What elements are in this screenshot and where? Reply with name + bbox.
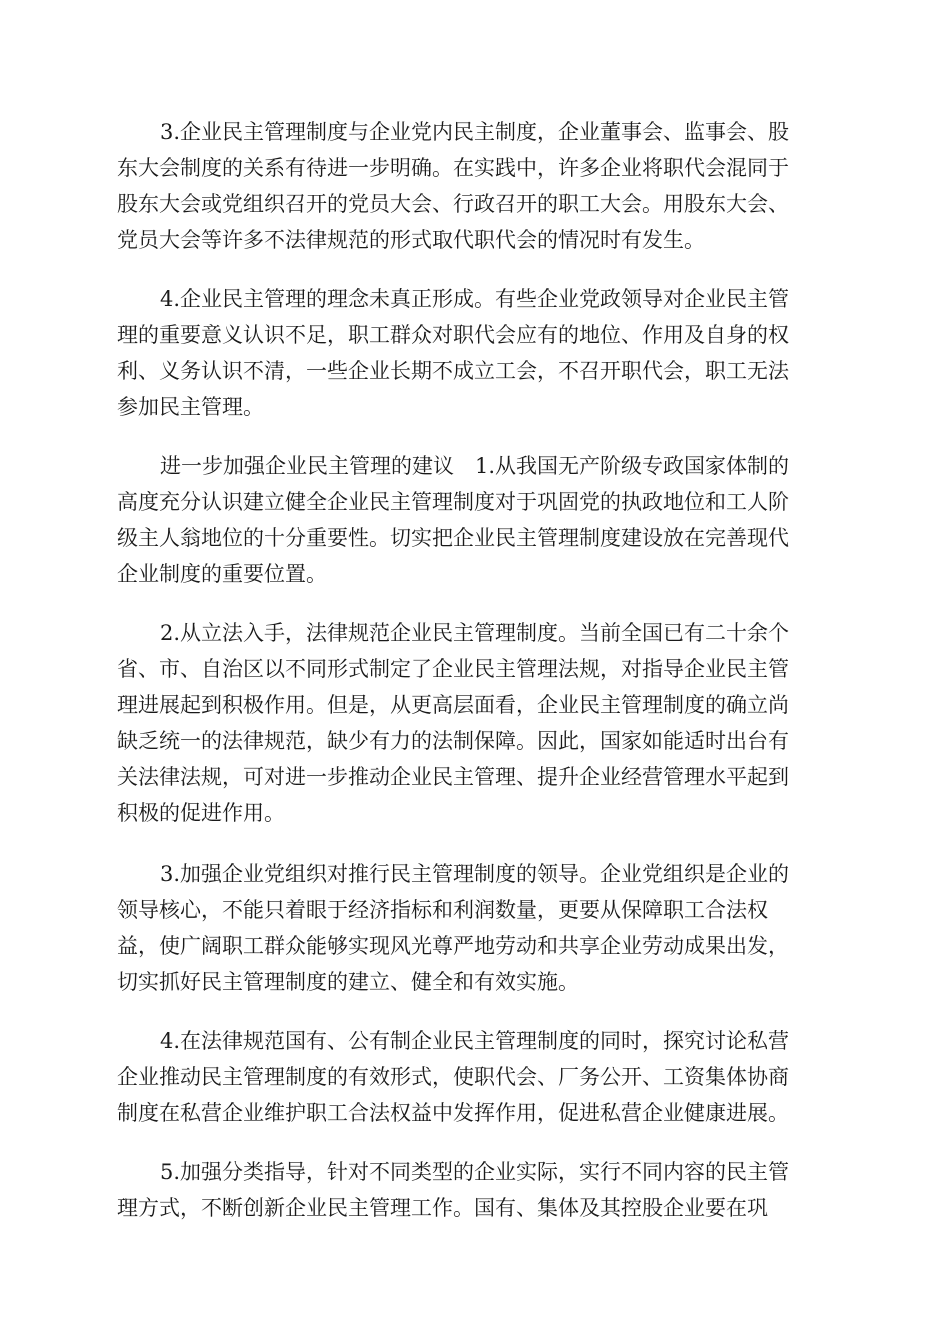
text-line: 缺乏统一的法律规范，缺少有力的法制保障。因此，国家如能适时出台有 — [117, 729, 789, 753]
text-line: 3.加强企业党组织对推行民主管理制度的领导。企业党组织是企业的 — [160, 862, 790, 886]
text-line: 企业制度的重要位置。 — [117, 562, 327, 586]
text-line: 企业推动民主管理制度的有效形式，使职代会、厂务公开、工资集体协商 — [117, 1065, 789, 1089]
text-line: 高度充分认识建立健全企业民主管理制度对于巩固党的执政地位和工人阶 — [117, 490, 789, 514]
text-line: 益，使广阔职工群众能够实现风光尊严地劳动和共享企业劳动成果出发， — [117, 934, 789, 958]
text-line: 4.在法律规范国有、公有制企业民主管理制度的同时，探究讨论私营 — [160, 1029, 790, 1053]
text-line: 制度在私营企业维护职工合法权益中发挥作用，促进私营企业健康进展。 — [117, 1101, 789, 1125]
text-line: 2.从立法入手，法律规范企业民主管理制度。当前全国已有二十余个 — [160, 621, 790, 645]
text-line: 参加民主管理。 — [117, 395, 264, 419]
text-line: 理进展起到积极作用。但是，从更高层面看，企业民主管理制度的确立尚 — [117, 693, 789, 717]
text-line: 股东大会或党组织召开的党员大会、行政召开的职工大会。用股东大会、 — [117, 192, 789, 216]
text-line: 关法律法规，可对进一步推动企业民主管理、提升企业经营管理水平起到 — [117, 765, 789, 789]
text-line: 切实抓好民主管理制度的建立、健全和有效实施。 — [117, 970, 579, 994]
text-line: 4.企业民主管理的理念未真正形成。有些企业党政领导对企业民主管 — [160, 287, 790, 311]
text-line: 党员大会等许多不法律规范的形式取代职代会的情况时有发生。 — [117, 228, 705, 252]
text-line: 利、义务认识不清，一些企业长期不成立工会，不召开职代会，职工无法 — [117, 359, 789, 383]
text-line: 理方式，不断创新企业民主管理工作。国有、集体及其控股企业要在巩 — [117, 1196, 768, 1220]
text-line: 领导核心，不能只着眼于经济指标和利润数量，更要从保障职工合法权 — [117, 898, 768, 922]
text-line: 积极的促进作用。 — [117, 801, 285, 825]
text-line: 5.加强分类指导，针对不同类型的企业实际，实行不同内容的民主管 — [160, 1160, 790, 1184]
text-line: 省、市、自治区以不同形式制定了企业民主管理法规，对指导企业民主管 — [117, 657, 789, 681]
text-line: 3.企业民主管理制度与企业党内民主制度，企业董事会、监事会、股 — [160, 120, 790, 144]
text-line: 级主人翁地位的十分重要性。切实把企业民主管理制度建设放在完善现代 — [117, 526, 789, 550]
text-line: 进一步加强企业民主管理的建议 1.从我国无产阶级专政国家体制的 — [160, 454, 790, 478]
text-line: 东大会制度的关系有待进一步明确。在实践中，许多企业将职代会混同于 — [117, 156, 789, 180]
text-line: 理的重要意义认识不足，职工群众对职代会应有的地位、作用及自身的权 — [117, 323, 789, 347]
